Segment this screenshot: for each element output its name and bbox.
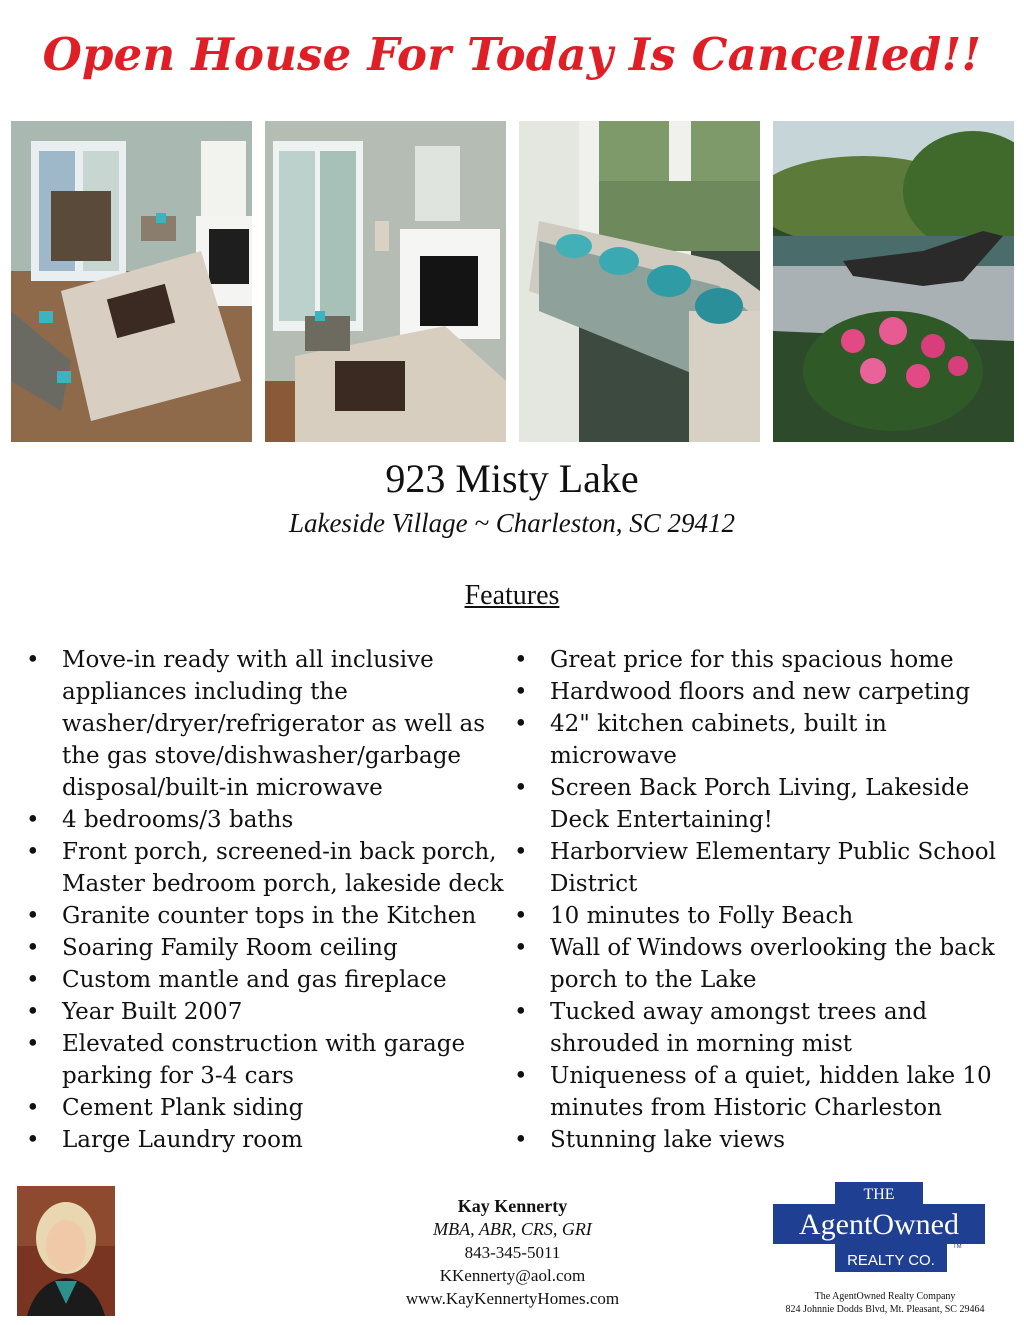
- agent-website[interactable]: www.KayKennertyHomes.com: [405, 1289, 620, 1308]
- property-address: 923 Misty Lake: [385, 456, 639, 501]
- features-list-left: [22, 644, 512, 1156]
- features-list-right: [510, 644, 1010, 1156]
- living-room-overhead-photo: [11, 121, 252, 442]
- feature-item: • Screen Back Porch Living, Lakeside Deck Entertaining!: [510, 772, 1010, 836]
- feature-item: • Move-in ready with all inclusive appliances including the washer/dryer/refrigerator as well as the gas stove/dishwasher/garbage disposal/built-in microwave: [22, 644, 512, 804]
- agent-credentials: MBA, ABR, CRS, GRI: [433, 1219, 592, 1239]
- feature-item: • 10 minutes to Folly Beach: [510, 900, 1010, 932]
- feature-item: • Front porch, screened-in back porch, Master bedroom porch, lakeside deck: [22, 836, 512, 900]
- feature-item: • Stunning lake views: [510, 1124, 1010, 1156]
- agent-name: Kay Kennerty: [457, 1196, 568, 1216]
- logo-trademark: TM: [953, 1244, 962, 1250]
- agent-email[interactable]: KKennerty@aol.com: [439, 1266, 586, 1285]
- feature-item: • Cement Plank siding: [22, 1092, 512, 1124]
- feature-item: • 42" kitchen cabinets, built in microwave: [510, 708, 1010, 772]
- brokerage-info: [740, 1290, 1024, 1316]
- feature-item: • Uniqueness of a quiet, hidden lake 10 minutes from Historic Charleston: [510, 1060, 1010, 1124]
- living-room-fireplace-photo: [265, 121, 506, 442]
- headline: Open House For Today Is Cancelled!!: [42, 28, 982, 81]
- feature-item: • Harborview Elementary Public School District: [510, 836, 1010, 900]
- feature-item: • Elevated construction with garage parking for 3-4 cars: [22, 1028, 512, 1092]
- logo-line-3: REALTY CO.: [847, 1252, 935, 1269]
- screened-porch-sofa-photo: [519, 121, 760, 442]
- agent-contact: [330, 1195, 695, 1310]
- photo-strip: [11, 121, 1014, 442]
- feature-item: • Large Laundry room: [22, 1124, 512, 1156]
- logo-line-1: THE: [863, 1186, 895, 1203]
- feature-item: • Year Built 2007: [22, 996, 512, 1028]
- feature-item: • Soaring Family Room ceiling: [22, 932, 512, 964]
- brokerage-name: The AgentOwned Realty Company: [814, 1291, 956, 1302]
- feature-item: • Tucked away amongst trees and shrouded in morning mist: [510, 996, 1010, 1060]
- feature-item: • Custom mantle and gas fireplace: [22, 964, 512, 996]
- feature-item: • Hardwood floors and new carpeting: [510, 676, 1010, 708]
- agent-phone[interactable]: 843-345-5011: [464, 1243, 561, 1262]
- brokerage-address: 824 Johnnie Dodds Blvd, Mt. Pleasant, SC 29464: [785, 1304, 985, 1315]
- agent-portrait-photo: [17, 1186, 115, 1316]
- agentowned-logo: [773, 1182, 985, 1278]
- lakeside-deck-photo: [773, 121, 1014, 442]
- features-heading: Features: [464, 580, 560, 611]
- property-location: Lakeside Village ~ Charleston, SC 29412: [288, 508, 736, 538]
- feature-item: • Great price for this spacious home: [510, 644, 1010, 676]
- logo-line-2: AgentOwned: [799, 1208, 959, 1241]
- feature-item: • Granite counter tops in the Kitchen: [22, 900, 512, 932]
- feature-item: • Wall of Windows overlooking the back porch to the Lake: [510, 932, 1010, 996]
- feature-item: • 4 bedrooms/3 baths: [22, 804, 512, 836]
